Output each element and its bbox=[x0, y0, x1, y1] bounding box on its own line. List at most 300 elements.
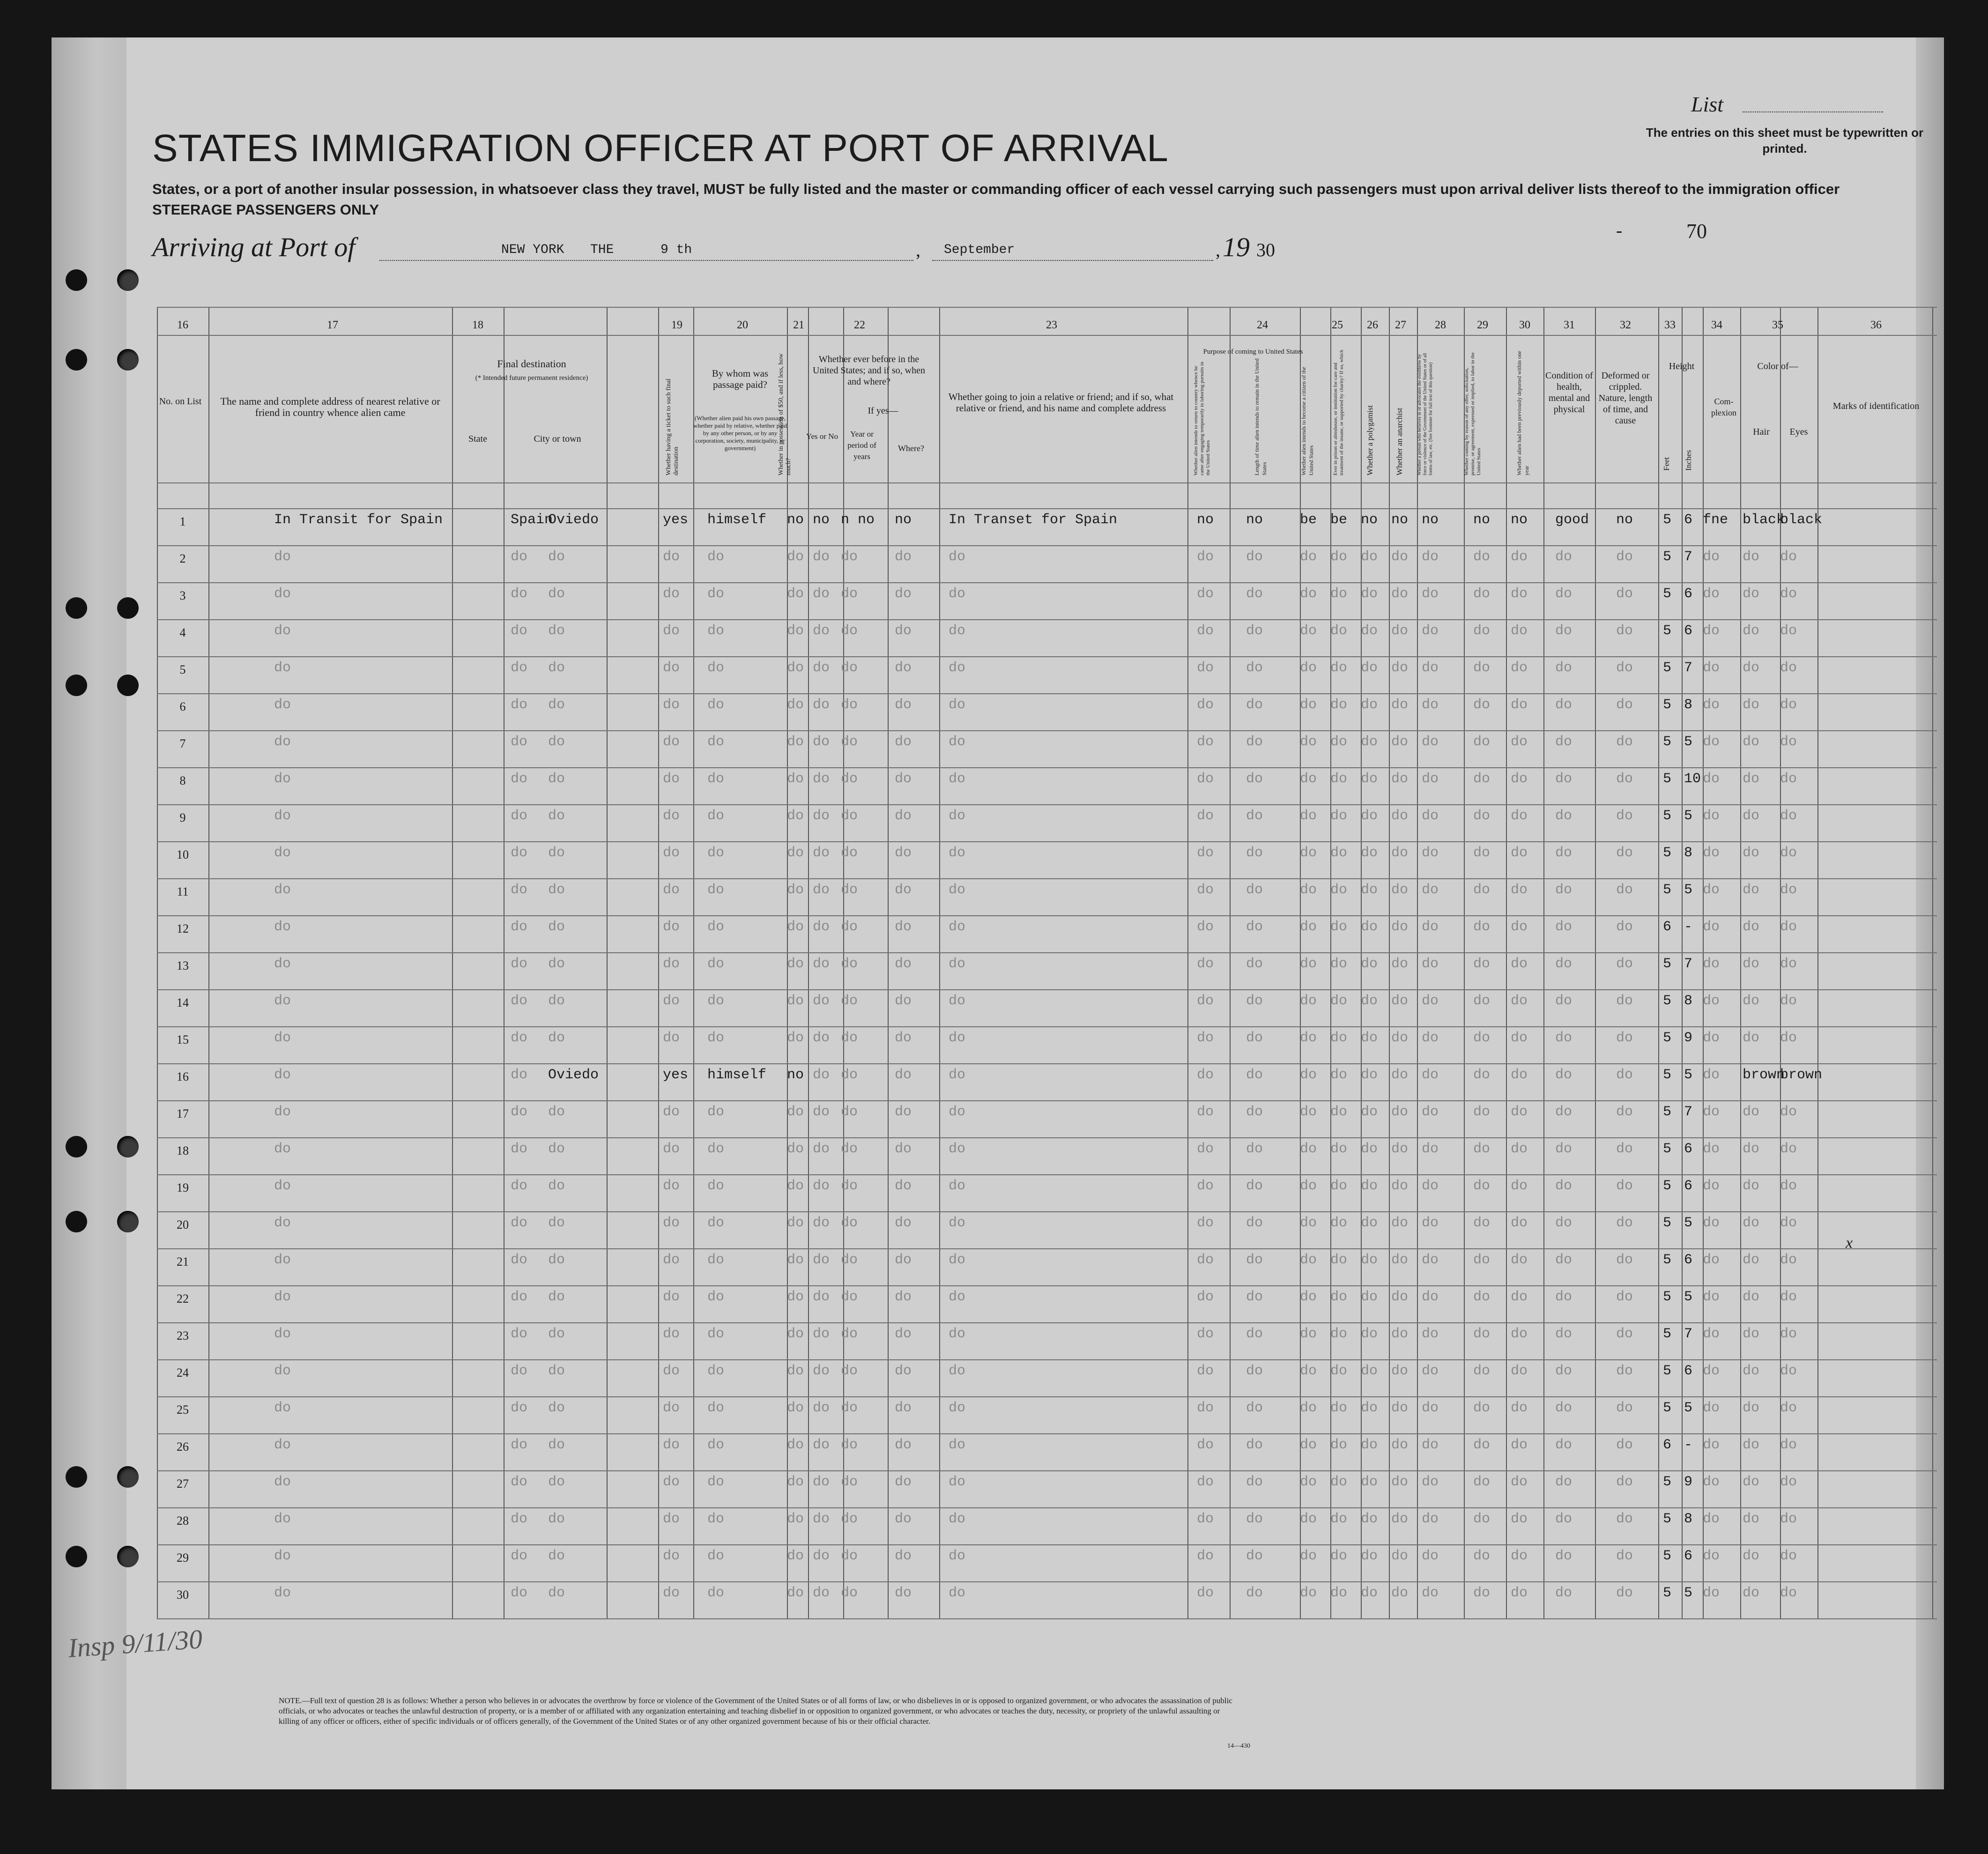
cell-where: do bbox=[895, 771, 912, 787]
cell-question-28: do bbox=[1422, 919, 1439, 935]
header-citizen: Whether alien intends to become a citizen of the United States bbox=[1300, 367, 1314, 475]
cell-deformed: do bbox=[1616, 1178, 1633, 1194]
cell-deported: do bbox=[1511, 993, 1528, 1009]
cell-feet: 5 bbox=[1663, 1474, 1672, 1490]
cell-hair: do bbox=[1743, 1585, 1760, 1601]
cell-ticket: do bbox=[663, 1400, 680, 1416]
cell-health: do bbox=[1555, 1363, 1573, 1379]
cell-intend-return: do bbox=[1197, 734, 1214, 750]
cell-length-stay: do bbox=[1246, 1141, 1263, 1157]
cell-labor-offer: do bbox=[1473, 1511, 1491, 1527]
cell-prison: do bbox=[1330, 1363, 1348, 1379]
cell-deported: do bbox=[1511, 623, 1528, 639]
cell-passage-paid: do bbox=[707, 1141, 725, 1157]
cell-polygamist: do bbox=[1361, 1289, 1378, 1305]
header-eyes: Eyes bbox=[1789, 427, 1808, 437]
cell-hair: do bbox=[1743, 771, 1760, 787]
cell-intend-return: do bbox=[1197, 1030, 1214, 1046]
row-number: 23 bbox=[177, 1329, 189, 1342]
cell-ticket: do bbox=[663, 660, 680, 676]
cell-intend-return: do bbox=[1197, 956, 1214, 972]
row-number: 27 bbox=[177, 1477, 189, 1491]
cell-complexion: do bbox=[1703, 549, 1720, 565]
cell-city: do bbox=[548, 1326, 565, 1342]
cell-passage-paid: himself bbox=[707, 1067, 767, 1083]
column-rule bbox=[1682, 307, 1683, 1618]
header-anarchist: Whether an anarchist bbox=[1395, 408, 1404, 475]
cell-relative: do bbox=[274, 1289, 291, 1305]
cell-passage-paid: do bbox=[707, 956, 725, 972]
cell-deformed: no bbox=[1616, 512, 1633, 528]
cell-length-stay: do bbox=[1246, 882, 1263, 898]
cell-year: do bbox=[841, 623, 858, 639]
cell-year: do bbox=[841, 1548, 858, 1564]
cell-where: do bbox=[895, 1548, 912, 1564]
header-hair: Hair bbox=[1753, 427, 1770, 437]
cell-year: do bbox=[841, 919, 858, 935]
cell-state: do bbox=[511, 993, 528, 1009]
manifest-page: List The entries on this sheet must be typewritten or printed. STATES IMMIGRATION OFFICER AT PORT OF ARRIVAL States, or a port of another insular possession, in whatsoever class they travel, MUST be fully listed and the master or commanding officer of each vessel carrying such passengers must upon arrival deliver lists thereof to the immigration officer STEERAGE PASSENGERS ONLY Arriving at Port of NEW YORK THE 9 th , September , 19 30 - 70 16 17 18 19 20 21 22 23 24 25 26 27 28 29 30 31 32 33 34 35 36 No. on List The name and complete address of nearest relative or friend in country whence alien came Final destination (* Intended future permanent residence) State City or town Whether having a ticket to such final destination By whom was passage paid? (Whether alien paid his own passage, whether paid by relative, whether paid by any other person, or by any corporation, society, municipality, or government) Whether in possession of $50, and if less, how much? Whether ever before in the United States; and if so, when and where? If yes— Yes or No Year or period of years Where? Whether going to join a relative or friend; and if so, what relative or friend, and his name and complete address Purpose of coming to United States Whether alien intends to return to country whence he came after engaging temporarily in laboring pursuits in the United States Length of time alien intends to remain in the United States Whether alien intends to become a citizen of the United States Ever in prison or almshouse, or institution for care and treatment of the insane, or supported by charity? If so, which Whether a polygamist Whether an anarchist Whether a person who believes in or advocates the overthrow by force or violence of the Government of the United States or of all forms of law, etc. (See footnote for full text of this question) Whether coming by reason of any offer, solicitation, promise, or agreement, expressed or implied, to labor in the United States Whether alien had been previously deported within one year Condition of health, mental and physical Deformed or crippled. Nature, length of time, and cause Height Feet Inches Com-plexion Color of— Hair Eyes Marks of identification 1 In Transit for Spain Spain Oviedo yes himself no no n no no In Transet for Spain no no be be no no no no no good no 5 6 fne black black 2 do do do do do do do do do do do do do do do do do do do do do 5 7 do do do 3 do do do do do do do do do do do do do do do do do do do do do 5 6 do do do 4 do do do do do do do do do do do do do do do do do do do do do 5 6 do do do 5 do do do do do do do do do do do do do do do do do do do do do 5 7 do do do 6 do do do do do do do do do do do do do do do do do do do do do 5 8 do do do 7 do do do do do do do do do do do do do do do do do do do do do 5 5 do do do 8 do do do do do do do do do do do do do do do do do do do do do 5 10 do do do 9 do do do do do do do do do do do do do do do do do do do do do 5 5 do do do 10 do do do do do do do do do do do do do do do do do do do do do 5 8 do do do 11 do do do do do do do do do do do do do do do do do do do do do 5 5 do do do 12 do do do do do do do do do do do do do do do do do do do do do 6 - do do do 13 do do do do do do do do do do do do do do do do do do do do do 5 7 do do do 14 do do do do do do do do do do do do do do do do do do do do do 5 8 do do do 15 do do do do do do do do do do do do do do do do do do do do do 5 9 do do do 16 do do Oviedo yes himself no do do do do do do do do do do do do do do do 5 5 do brown brown 17 do do do do do do do do do do do do do do do do do do do do do 5 7 do do do 18 do do do do do do do do do do do do do do do do do do do do do 5 6 do do do 19 do do do do do do do do do do do do do do do do do do do do do 5 6 do do do 20 do do do do do do do do do do do do do do do do do do do do do 5 5 do do do 21 do do do do do do do do do do do do do do do do do do do do do 5 6 do do do 22 do do do do do do do do do do do do do do do do do do do do do 5 5 do do do 23 do do do do do do do do do do do do do do do do do do do do do 5 7 do do do 24 do do do do do do do do do do do do do do do do do do do do do 5 6 do do do 25 do do do do do do do do do do do do do do do do do do do do do 5 5 do do do 26 do do do do do do do do do do do do do do do do do do do do do 6 - do do do 27 do do do do do do do do do do do do do do do do do do do do do 5 9 do do do 28 do do do do do do do do do do do do do do do do do do do do do 5 8 do do do 29 do do do do do do do do do do do do do do do do do do do do do 5 6 do do do 30 do do do do do do do do do do do do do do do do do do do do do 5 5 do do do x Insp 9/11/30 NOTE.—Full text of question 28 is as follows: Whether a person who believes in or advocates the overthrow by force or violence of the Government of the United States or of all forms of law, or who disbelieves in or is opposed to organized government, or who advocates the assassination of public officials, or who advocates or teaches the unlawful destruction of property, or is a member of or affiliated with any organization entertaining and teaching disbelief in or opposition to organized government, or who advocates or teaches the duty, necessity, or propriety of the unlawful assaulting or killing of any officer or officers, either of specific individuals or of officers generally, of the Government of the United States or of any other organized government because of his or their official character. 14—430 bbox=[52, 37, 1944, 1789]
header-ever-before: Whether ever before in the United States; and if so, when and where? bbox=[813, 354, 925, 387]
cell-eyes: do bbox=[1780, 882, 1797, 898]
cell-where: do bbox=[895, 1067, 912, 1083]
dash-mark: - bbox=[1616, 220, 1623, 241]
column-number: 27 bbox=[1395, 319, 1406, 331]
cell-polygamist: do bbox=[1361, 549, 1378, 565]
cell-passage-paid: do bbox=[707, 1437, 725, 1453]
cell-complexion: do bbox=[1703, 808, 1720, 824]
row-number: 19 bbox=[177, 1181, 189, 1194]
header-state: State bbox=[468, 434, 487, 444]
cell-join-relative: do bbox=[949, 919, 966, 935]
column-rule bbox=[1817, 307, 1818, 1618]
cell-state: do bbox=[511, 1548, 528, 1564]
cell-labor-offer: do bbox=[1473, 1252, 1491, 1268]
cell-feet: 5 bbox=[1663, 549, 1672, 565]
cell-ever-before: do bbox=[813, 660, 830, 676]
cell-complexion: do bbox=[1703, 919, 1720, 935]
cell-anarchist: do bbox=[1391, 1178, 1409, 1194]
cell-question-28: no bbox=[1422, 512, 1439, 528]
cell-citizen: do bbox=[1300, 1067, 1317, 1083]
row-rule bbox=[157, 545, 1937, 546]
arriving-label: Arriving at Port of bbox=[152, 232, 356, 262]
cell-where: do bbox=[895, 1141, 912, 1157]
cell-feet: 6 bbox=[1663, 1437, 1672, 1453]
row-rule bbox=[157, 335, 1937, 336]
cell-inches: 8 bbox=[1684, 845, 1693, 861]
cell-hair: do bbox=[1743, 882, 1760, 898]
cell-anarchist: do bbox=[1391, 734, 1409, 750]
cell-inches: 6 bbox=[1684, 1141, 1693, 1157]
cell-feet: 5 bbox=[1663, 1511, 1672, 1527]
row-number: 25 bbox=[177, 1403, 189, 1416]
column-number: 25 bbox=[1332, 319, 1343, 331]
cell-money: do bbox=[787, 1289, 804, 1305]
cell-ever-before: do bbox=[813, 1585, 830, 1601]
cell-anarchist: do bbox=[1391, 623, 1409, 639]
cell-state: do bbox=[511, 1326, 528, 1342]
cell-join-relative: do bbox=[949, 1141, 966, 1157]
cell-question-28: do bbox=[1422, 1437, 1439, 1453]
cell-feet: 6 bbox=[1663, 919, 1672, 935]
cell-passage-paid: do bbox=[707, 1511, 725, 1527]
row-rule bbox=[157, 989, 1937, 990]
cell-health: do bbox=[1555, 1178, 1573, 1194]
cell-deported: do bbox=[1511, 1104, 1528, 1120]
cell-eyes: do bbox=[1780, 697, 1797, 713]
column-rule bbox=[1187, 307, 1188, 1618]
cell-money: no bbox=[787, 1067, 804, 1083]
cell-deformed: do bbox=[1616, 660, 1633, 676]
cell-deported: do bbox=[1511, 1252, 1528, 1268]
cell-health: do bbox=[1555, 993, 1573, 1009]
cell-eyes: do bbox=[1780, 1289, 1797, 1305]
cell-where: do bbox=[895, 1474, 912, 1490]
cell-labor-offer: do bbox=[1473, 1104, 1491, 1120]
cell-join-relative: do bbox=[949, 1067, 966, 1083]
cell-question-28: do bbox=[1422, 771, 1439, 787]
cell-join-relative: do bbox=[949, 1030, 966, 1046]
cell-health: do bbox=[1555, 1474, 1573, 1490]
cell-city: do bbox=[548, 586, 565, 602]
cell-labor-offer: do bbox=[1473, 808, 1491, 824]
cell-deformed: do bbox=[1616, 697, 1633, 713]
cell-intend-return: no bbox=[1197, 512, 1214, 528]
row-number: 24 bbox=[177, 1366, 189, 1379]
cell-polygamist: do bbox=[1361, 808, 1378, 824]
column-number: 33 bbox=[1664, 319, 1676, 331]
port-value: NEW YORK bbox=[501, 243, 564, 257]
cell-complexion: do bbox=[1703, 1067, 1720, 1083]
cell-where: do bbox=[895, 1178, 912, 1194]
cell-anarchist: do bbox=[1391, 660, 1409, 676]
cell-hair: do bbox=[1743, 1474, 1760, 1490]
column-rule bbox=[1417, 307, 1418, 1618]
cell-inches: 8 bbox=[1684, 993, 1693, 1009]
cell-hair: do bbox=[1743, 1289, 1760, 1305]
cell-complexion: do bbox=[1703, 1289, 1720, 1305]
row-number: 2 bbox=[179, 552, 186, 565]
cell-citizen: do bbox=[1300, 1326, 1317, 1342]
cell-join-relative: do bbox=[949, 1289, 966, 1305]
cell-hair: do bbox=[1743, 660, 1760, 676]
cell-money: do bbox=[787, 1548, 804, 1564]
cell-city: do bbox=[548, 1585, 565, 1601]
cell-money: do bbox=[787, 697, 804, 713]
cell-city: do bbox=[548, 993, 565, 1009]
cell-eyes: do bbox=[1780, 623, 1797, 639]
cell-money: do bbox=[787, 1326, 804, 1342]
cell-eyes: do bbox=[1780, 1363, 1797, 1379]
cell-ticket: do bbox=[663, 919, 680, 935]
column-number: 26 bbox=[1367, 319, 1378, 331]
cell-question-28: do bbox=[1422, 1104, 1439, 1120]
cell-passage-paid: do bbox=[707, 549, 725, 565]
cell-state: do bbox=[511, 734, 528, 750]
cell-health: do bbox=[1555, 549, 1573, 565]
cell-deformed: do bbox=[1616, 1474, 1633, 1490]
cell-deformed: do bbox=[1616, 734, 1633, 750]
cell-ticket: do bbox=[663, 808, 680, 824]
cell-prison: do bbox=[1330, 1474, 1348, 1490]
cell-prison: do bbox=[1330, 1326, 1348, 1342]
cell-anarchist: do bbox=[1391, 549, 1409, 565]
cell-year: do bbox=[841, 1030, 858, 1046]
cell-citizen: do bbox=[1300, 549, 1317, 565]
cell-eyes: do bbox=[1780, 586, 1797, 602]
cell-question-28: do bbox=[1422, 993, 1439, 1009]
column-rule bbox=[1595, 307, 1596, 1618]
cell-labor-offer: do bbox=[1473, 919, 1491, 935]
cell-health: do bbox=[1555, 1400, 1573, 1416]
cell-inches: 7 bbox=[1684, 549, 1693, 565]
header-year-period: Year or period of years bbox=[847, 430, 876, 461]
cell-labor-offer: do bbox=[1473, 1178, 1491, 1194]
row-rule bbox=[157, 619, 1937, 620]
row-number: 13 bbox=[177, 959, 189, 972]
row-rule bbox=[157, 1322, 1937, 1323]
cell-prison: do bbox=[1330, 882, 1348, 898]
cell-length-stay: do bbox=[1246, 586, 1263, 602]
header-color-of: Color of— bbox=[1757, 361, 1798, 371]
cell-eyes: do bbox=[1780, 549, 1797, 565]
cell-passage-paid: do bbox=[707, 1585, 725, 1601]
cell-polygamist: do bbox=[1361, 1474, 1378, 1490]
row-rule bbox=[157, 730, 1937, 731]
the-label: THE bbox=[590, 243, 614, 257]
cell-polygamist: do bbox=[1361, 845, 1378, 861]
cell-city: do bbox=[548, 808, 565, 824]
sheet-number: 70 bbox=[1686, 220, 1707, 243]
cell-deformed: do bbox=[1616, 1511, 1633, 1527]
cell-complexion: do bbox=[1703, 1252, 1720, 1268]
cell-inches: 7 bbox=[1684, 1326, 1693, 1342]
cell-polygamist: do bbox=[1361, 660, 1378, 676]
cell-complexion: do bbox=[1703, 1437, 1720, 1453]
cell-labor-offer: do bbox=[1473, 1585, 1491, 1601]
cell-feet: 5 bbox=[1663, 1141, 1672, 1157]
cell-state: do bbox=[511, 771, 528, 787]
cell-hair: do bbox=[1743, 1178, 1760, 1194]
row-rule bbox=[157, 1507, 1937, 1508]
cell-year: do bbox=[841, 1252, 858, 1268]
cell-inches: 9 bbox=[1684, 1474, 1693, 1490]
cell-passage-paid: do bbox=[707, 1400, 725, 1416]
cell-ticket: do bbox=[663, 734, 680, 750]
cell-ticket: do bbox=[663, 1030, 680, 1046]
cell-hair: do bbox=[1743, 1363, 1760, 1379]
cell-eyes: do bbox=[1780, 1030, 1797, 1046]
row-rule bbox=[157, 1618, 1937, 1619]
cell-inches: 7 bbox=[1684, 956, 1693, 972]
cell-question-28: do bbox=[1422, 549, 1439, 565]
cell-money: do bbox=[787, 1474, 804, 1490]
column-rule bbox=[1658, 307, 1659, 1618]
cell-inches: 8 bbox=[1684, 697, 1693, 713]
cell-labor-offer: do bbox=[1473, 1437, 1491, 1453]
cell-ever-before: do bbox=[813, 808, 830, 824]
cell-join-relative: do bbox=[949, 1363, 966, 1379]
day-value: 9 th bbox=[660, 243, 692, 257]
cell-where: do bbox=[895, 845, 912, 861]
cell-passage-paid: do bbox=[707, 1289, 725, 1305]
cell-join-relative: do bbox=[949, 549, 966, 565]
cell-passage-paid: do bbox=[707, 1252, 725, 1268]
row-number: 18 bbox=[177, 1144, 189, 1157]
column-number: 22 bbox=[854, 319, 865, 331]
cell-where: do bbox=[895, 1215, 912, 1231]
cell-prison: do bbox=[1330, 1104, 1348, 1120]
cell-ever-before: do bbox=[813, 1548, 830, 1564]
cell-money: do bbox=[787, 956, 804, 972]
cell-citizen: do bbox=[1300, 1511, 1317, 1527]
cell-health: do bbox=[1555, 1104, 1573, 1120]
row-number: 1 bbox=[179, 515, 186, 528]
footnote-question-28: NOTE.—Full text of question 28 is as follows: Whether a person who believes in or advocates the overthrow by force or violence of the Government of the United States or of all forms of law, or who disbelieves in or is opposed to organized government, or who advocates the assassination of public officials, or who advocates or teaches the unlawful destruction of property, or is a member of or affiliated with any organization entertaining and teaching disbelief in or opposition to organized government, or who advocates or teaches the duty, necessity, or propriety of the unlawful assaulting or killing of any officer or officers, either of specific individuals or of officers generally, of the Government of the United States or of any other organized government because of his or their official character. bbox=[279, 1696, 1232, 1726]
cell-hair: do bbox=[1743, 1252, 1760, 1268]
binding-hole bbox=[117, 349, 139, 371]
cell-ticket: do bbox=[663, 697, 680, 713]
cell-complexion: do bbox=[1703, 882, 1720, 898]
column-number: 16 bbox=[177, 319, 188, 331]
cell-relative: do bbox=[274, 1252, 291, 1268]
cell-feet: 5 bbox=[1663, 697, 1672, 713]
cell-join-relative: do bbox=[949, 623, 966, 639]
column-rule bbox=[1464, 307, 1465, 1618]
cell-ever-before: do bbox=[813, 919, 830, 935]
cell-state: do bbox=[511, 1437, 528, 1453]
header-health: Condition of health, mental and physical bbox=[1545, 371, 1593, 415]
cell-passage-paid: do bbox=[707, 882, 725, 898]
cell-inches: 10 bbox=[1684, 771, 1701, 787]
cell-passage-paid: do bbox=[707, 1215, 725, 1231]
cell-hair: do bbox=[1743, 1511, 1760, 1527]
column-rule bbox=[1389, 307, 1390, 1618]
cell-question-28: do bbox=[1422, 845, 1439, 861]
cell-relative: do bbox=[274, 697, 291, 713]
cell-complexion: do bbox=[1703, 1548, 1720, 1564]
cell-question-28: do bbox=[1422, 1326, 1439, 1342]
header-final-destination: Final destination bbox=[497, 358, 566, 370]
cell-join-relative: do bbox=[949, 808, 966, 824]
header-purpose: Purpose of coming to United States bbox=[1203, 348, 1303, 356]
cell-complexion: do bbox=[1703, 660, 1720, 676]
cell-feet: 5 bbox=[1663, 734, 1672, 750]
cell-ever-before: do bbox=[813, 1141, 830, 1157]
cell-citizen: do bbox=[1300, 771, 1317, 787]
cell-city: do bbox=[548, 1437, 565, 1453]
cell-deformed: do bbox=[1616, 1326, 1633, 1342]
cell-deformed: do bbox=[1616, 845, 1633, 861]
cell-anarchist: do bbox=[1391, 993, 1409, 1009]
cell-length-stay: do bbox=[1246, 1585, 1263, 1601]
column-number: 18 bbox=[472, 319, 483, 331]
cell-eyes: do bbox=[1780, 1215, 1797, 1231]
cell-length-stay: do bbox=[1246, 623, 1263, 639]
cell-inches: - bbox=[1684, 1437, 1693, 1453]
cell-ticket: do bbox=[663, 1437, 680, 1453]
cell-deported: do bbox=[1511, 882, 1528, 898]
cell-state: do bbox=[511, 660, 528, 676]
cell-relative: do bbox=[274, 1585, 291, 1601]
cell-ever-before: do bbox=[813, 1511, 830, 1527]
cell-deformed: do bbox=[1616, 1289, 1633, 1305]
cell-feet: 5 bbox=[1663, 1030, 1672, 1046]
cell-passage-paid: do bbox=[707, 919, 725, 935]
cell-eyes: black bbox=[1780, 512, 1823, 528]
column-rule bbox=[939, 307, 940, 1618]
cell-prison: do bbox=[1330, 1289, 1348, 1305]
cell-health: do bbox=[1555, 1511, 1573, 1527]
cell-passage-paid: do bbox=[707, 1363, 725, 1379]
cell-ever-before: do bbox=[813, 956, 830, 972]
row-rule bbox=[157, 1470, 1937, 1471]
cell-question-28: do bbox=[1422, 586, 1439, 602]
cell-citizen: do bbox=[1300, 993, 1317, 1009]
cell-passage-paid: do bbox=[707, 993, 725, 1009]
cell-deformed: do bbox=[1616, 1067, 1633, 1083]
cell-ever-before: do bbox=[813, 1252, 830, 1268]
cell-where: do bbox=[895, 734, 912, 750]
cell-inches: 8 bbox=[1684, 1511, 1693, 1527]
cell-polygamist: do bbox=[1361, 1585, 1378, 1601]
row-rule bbox=[157, 656, 1937, 657]
row-number: 26 bbox=[177, 1440, 189, 1454]
cell-feet: 5 bbox=[1663, 1585, 1672, 1601]
cell-length-stay: do bbox=[1246, 771, 1263, 787]
cell-city: do bbox=[548, 549, 565, 565]
cell-join-relative: do bbox=[949, 586, 966, 602]
header-marks: Marks of identification bbox=[1832, 401, 1920, 411]
cell-polygamist: do bbox=[1361, 1030, 1378, 1046]
cell-ticket: do bbox=[663, 1104, 680, 1120]
cell-intend-return: do bbox=[1197, 808, 1214, 824]
cell-ticket: do bbox=[663, 845, 680, 861]
cell-inches: 6 bbox=[1684, 1363, 1693, 1379]
cell-feet: 5 bbox=[1663, 1289, 1672, 1305]
row-number: 28 bbox=[177, 1514, 189, 1528]
cell-citizen: do bbox=[1300, 808, 1317, 824]
cell-feet: 5 bbox=[1663, 808, 1672, 824]
cell-money: do bbox=[787, 623, 804, 639]
row-number: 3 bbox=[179, 589, 186, 602]
row-rule bbox=[157, 1174, 1937, 1175]
cell-ever-before: do bbox=[813, 586, 830, 602]
cell-inches: 5 bbox=[1684, 734, 1693, 750]
cell-length-stay: do bbox=[1246, 1215, 1263, 1231]
cell-intend-return: do bbox=[1197, 1585, 1214, 1601]
cell-state: do bbox=[511, 623, 528, 639]
row-rule bbox=[157, 1100, 1937, 1101]
cell-hair: do bbox=[1743, 1437, 1760, 1453]
cell-year: do bbox=[841, 808, 858, 824]
cell-where: do bbox=[895, 697, 912, 713]
cell-question-28: do bbox=[1422, 882, 1439, 898]
cell-relative: do bbox=[274, 1474, 291, 1490]
cell-money: do bbox=[787, 660, 804, 676]
cell-deported: do bbox=[1511, 1363, 1528, 1379]
cell-length-stay: do bbox=[1246, 1363, 1263, 1379]
cell-anarchist: do bbox=[1391, 1030, 1409, 1046]
cell-where: no bbox=[895, 512, 912, 528]
cell-hair: do bbox=[1743, 697, 1760, 713]
binding-hole bbox=[117, 1466, 139, 1488]
binding-hole bbox=[117, 675, 139, 696]
cell-complexion: do bbox=[1703, 1474, 1720, 1490]
cell-state: do bbox=[511, 1104, 528, 1120]
header-passage-paid: By whom was passage paid? bbox=[712, 368, 769, 390]
